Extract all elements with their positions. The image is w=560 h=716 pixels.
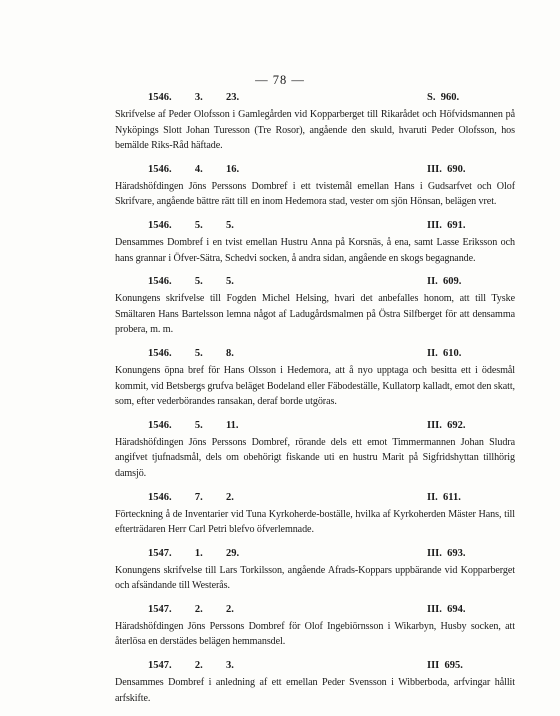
- entry-date: 1547. 2. 2.: [148, 603, 234, 615]
- entry-header: [115, 660, 515, 675]
- document-entry: [115, 92, 515, 154]
- entry-text: Förteckning å de Inventarier vid Tuna Kyrkoherde-boställe, hvilka af Kyrkoherden Mäster Hans, till efterträdaren Herr Carl Petri blefvo öfverlemnade.: [115, 508, 515, 536]
- entry-text: Skrifvelse af Peder Olofsson i Gamlegården vid Kopparberget till Rikarådet och Höfvidsmannen på Nyköpings Slott Johan Turesson (Tre Rosor), angående den skuld, hvaruti Peder Olofsson, hos bemälde Riks-Råd häftade.: [115, 109, 515, 152]
- entry-reference: III. 691.: [427, 219, 466, 231]
- entry-date: 1546. 5. 8.: [148, 347, 234, 359]
- document-body: [115, 92, 515, 716]
- entry-date: 1546. 7. 2.: [148, 491, 234, 503]
- entry-date: 1546. 5. 5.: [148, 219, 234, 231]
- entry-header: [115, 348, 515, 363]
- entry-header: [115, 420, 515, 435]
- document-entry: [115, 220, 515, 266]
- entry-header: [115, 604, 515, 619]
- entry-text: Häradshöfdingen Jöns Perssons Dombref, rörande dels ett emot Timmermannen Johan Sludra angifvet tjufnadsmål, dels om obehörigt fiskande uti en hustru Marit på Sigfridshyttan tillhörig damsjö.: [115, 436, 515, 479]
- entry-text: Densammes Dombref i anledning af ett emellan Peder Svensson i Wibberboda, arfvingar hållit arfskifte.: [115, 677, 515, 704]
- document-entry: [115, 492, 515, 538]
- entry-date: 1547. 2. 3.: [148, 660, 234, 672]
- entry-text: Häradshöfdingen Jöns Perssons Dombref i ett tvistemål emellan Hans i Gudsarfvet och Olof Skrifvare, angående bättre rätt till en inom Hedemora stad, vester om sjön Hönsan, belägen vret.: [115, 180, 515, 208]
- entry-reference: III. 693.: [427, 547, 466, 559]
- entry-reference: II. 609.: [427, 276, 462, 288]
- entry-header: [115, 220, 515, 235]
- entry-reference: III. 690.: [427, 163, 466, 175]
- entry-text: Konungens öpna bref för Hans Olsson i Hedemora, att å nyo upptaga och besitta ett i ödesmål kommit, vid Betsbergs grufva beläget Bodeland eller Fäbodeställe, Kullatorp kalladt, emot den skatt, som, efter vederbörandes ransakan, deraf borde utgöras.: [115, 364, 515, 408]
- document-entry: [115, 548, 515, 594]
- entry-reference: S. 960.: [427, 92, 460, 103]
- entry-header: [115, 548, 515, 563]
- entry-date: 1546. 5. 5.: [148, 276, 234, 288]
- entry-reference: III. 692.: [427, 419, 466, 431]
- entry-reference: II. 610.: [427, 347, 462, 359]
- entry-text: Konungens skrifvelse till Fogden Michel Helsing, hvari det anbefalles honom, att till Tyske Smältaren Hans Bartelsson lemna något af Ladugårdsmalmen på Östra Silfberget för att densamma probera, m. m.: [115, 293, 515, 336]
- document-entry: [115, 660, 515, 706]
- entry-header: [115, 164, 515, 179]
- entry-header: [115, 276, 515, 291]
- entry-date: 1546. 4. 16.: [148, 163, 240, 175]
- page-number: — 78 —: [255, 73, 305, 87]
- entry-date: 1547. 1. 29.: [148, 547, 240, 559]
- document-entry: [115, 164, 515, 210]
- entry-reference: II. 611.: [427, 491, 461, 503]
- entry-reference: III 695.: [427, 660, 463, 672]
- entry-reference: III. 694.: [427, 603, 466, 615]
- document-entry: [115, 348, 515, 410]
- entry-text: Häradshöfdingen Jöns Perssons Dombref för Olof Ingebiörnsson i Wikarbyn, Husby socken, att återlösa en derstädes belägen hemmansdel.: [115, 620, 515, 648]
- document-entry: [115, 276, 515, 338]
- entry-text: Densammes Dombref i en tvist emellan Hustru Anna på Korsnäs, å ena, samt Lasse Eriksson och hans grannar i Öfver-Sätra, Schedvi socken, å andra sidan, angående en skogs begagnande.: [115, 236, 515, 264]
- document-entry: [115, 604, 515, 650]
- entry-header: [115, 92, 515, 107]
- entry-date: 1546. 5. 11.: [148, 419, 239, 431]
- entry-text: Konungens skrifvelse till Lars Torkilsson, angående Afrads-Koppars uppbärande vid Kopparberget och afsändande till Westerås.: [115, 564, 515, 592]
- document-entry: [115, 420, 515, 482]
- entry-header: [115, 492, 515, 507]
- entry-date: 1546. 3. 23.: [148, 92, 240, 103]
